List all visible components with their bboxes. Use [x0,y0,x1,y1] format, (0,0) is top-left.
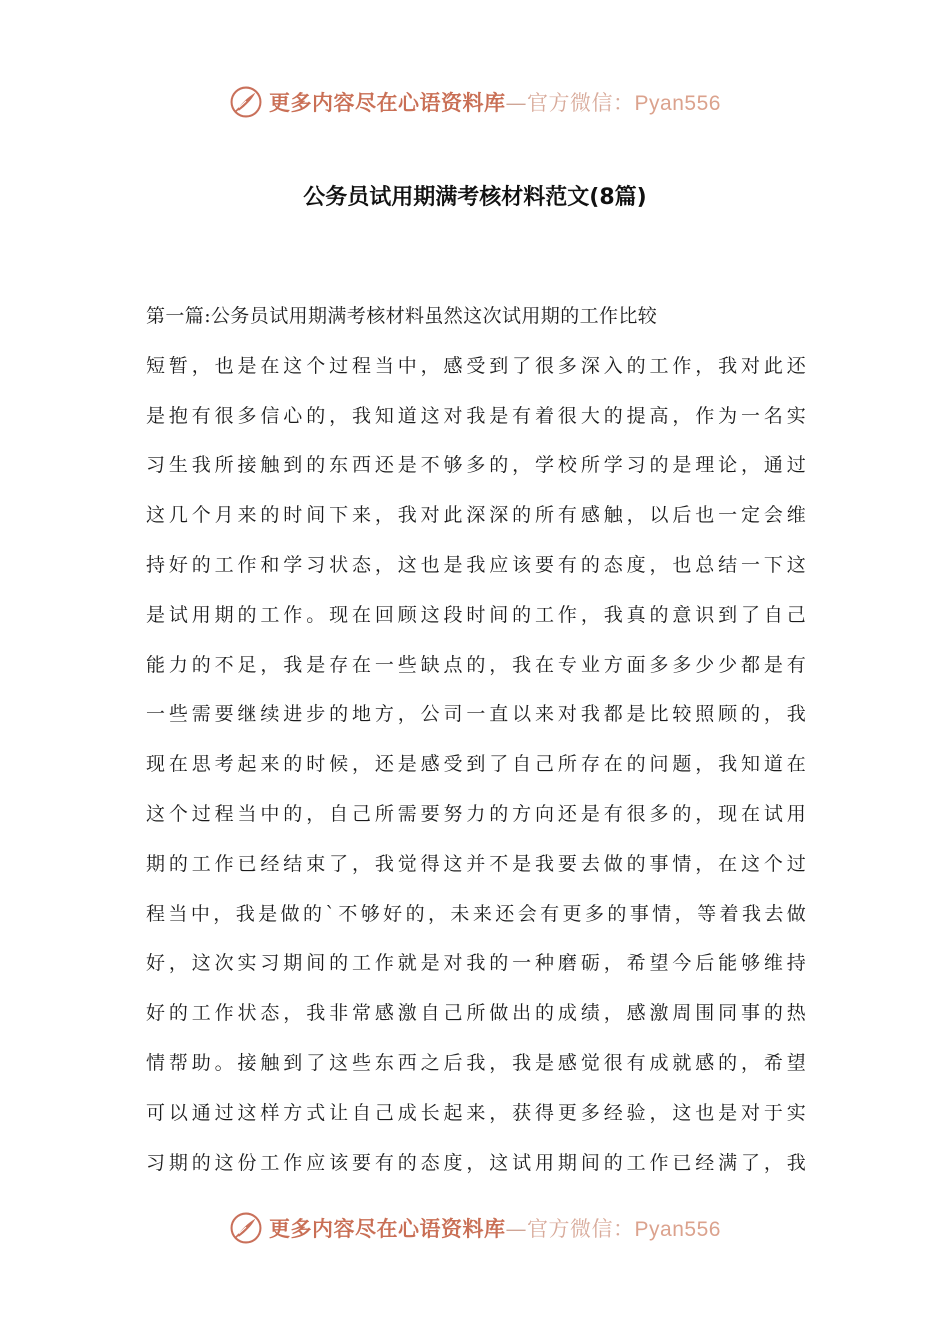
body-line: 持好的工作和学习状态，这也是我应该要有的态度，也总结一下这 [146,553,806,576]
footer-wechat-label: 官方微信： [527,1217,635,1241]
header-wechat-id: Pyan556 [634,92,721,115]
body-line: 能力的不足，我是存在一些缺点的，我在专业方面多多少少都是有 [146,653,806,676]
header-wechat-label: 官方微信： [527,91,635,115]
body-line: 好，这次实习期间的工作就是对我的一种磨砺，希望今后能够维持 [146,952,806,975]
body-line: 习期的这份工作应该要有的态度，这试用期间的工作已经满了，我 [146,1151,806,1174]
body-line: 第一篇:公务员试用期满考核材料虽然这次试用期的工作比较 [146,305,658,327]
body-line: 是抱有很多信心的，我知道这对我是有着很大的提高，作为一名实 [146,404,806,427]
body-line: 这几个月来的时间下来，我对此深深的所有感触，以后也一定会维 [146,504,806,527]
header-banner [0,82,950,122]
body-line: 现在思考起来的时候，还是感受到了自己所存在的问题，我知道在 [146,753,806,776]
body-line: 短暂，也是在这个过程当中，感受到了很多深入的工作，我对此还 [146,354,806,377]
body-line: 好的工作状态，我非常感激自己所做出的成绩，感激周围同事的热 [146,1002,806,1025]
footer-dash: — [505,1217,528,1241]
footer-banner [0,1208,950,1248]
body-line: 程当中，我是做的`不够好的，未来还会有更多的事情，等着我去做 [146,902,806,925]
document-body [146,299,806,1195]
body-line: 期的工作已经结束了，我觉得这并不是我要去做的事情，在这个过 [146,852,806,875]
body-line: 情帮助。接触到了这些东西之后我，我是感觉很有成就感的，希望 [146,1051,806,1074]
footer-brand: 更多内容尽在心语资料库 [269,1216,506,1241]
footer-banner-text [269,1213,721,1243]
body-line: 一些需要继续进步的地方，公司一直以来对我都是比较照顾的，我 [146,703,806,726]
feather-pen-logo-icon [229,85,263,119]
header-dash: — [505,91,528,115]
body-line: 这个过程当中的，自己所需要努力的方向还是有很多的，现在试用 [146,802,806,825]
header-banner-text [269,87,721,117]
body-line: 可以通过这样方式让自己成长起来，获得更多经验，这也是对于实 [146,1101,806,1124]
header-brand: 更多内容尽在心语资料库 [269,90,506,115]
body-line: 是试用期的工作。现在回顾这段时间的工作，我真的意识到了自己 [146,603,806,626]
feather-pen-logo-icon [229,1211,263,1245]
footer-wechat-id: Pyan556 [634,1218,721,1241]
body-line: 习生我所接触到的东西还是不够多的，学校所学习的是理论，通过 [146,454,806,477]
document-title: 公务员试用期满考核材料范文(8篇) [303,185,647,210]
